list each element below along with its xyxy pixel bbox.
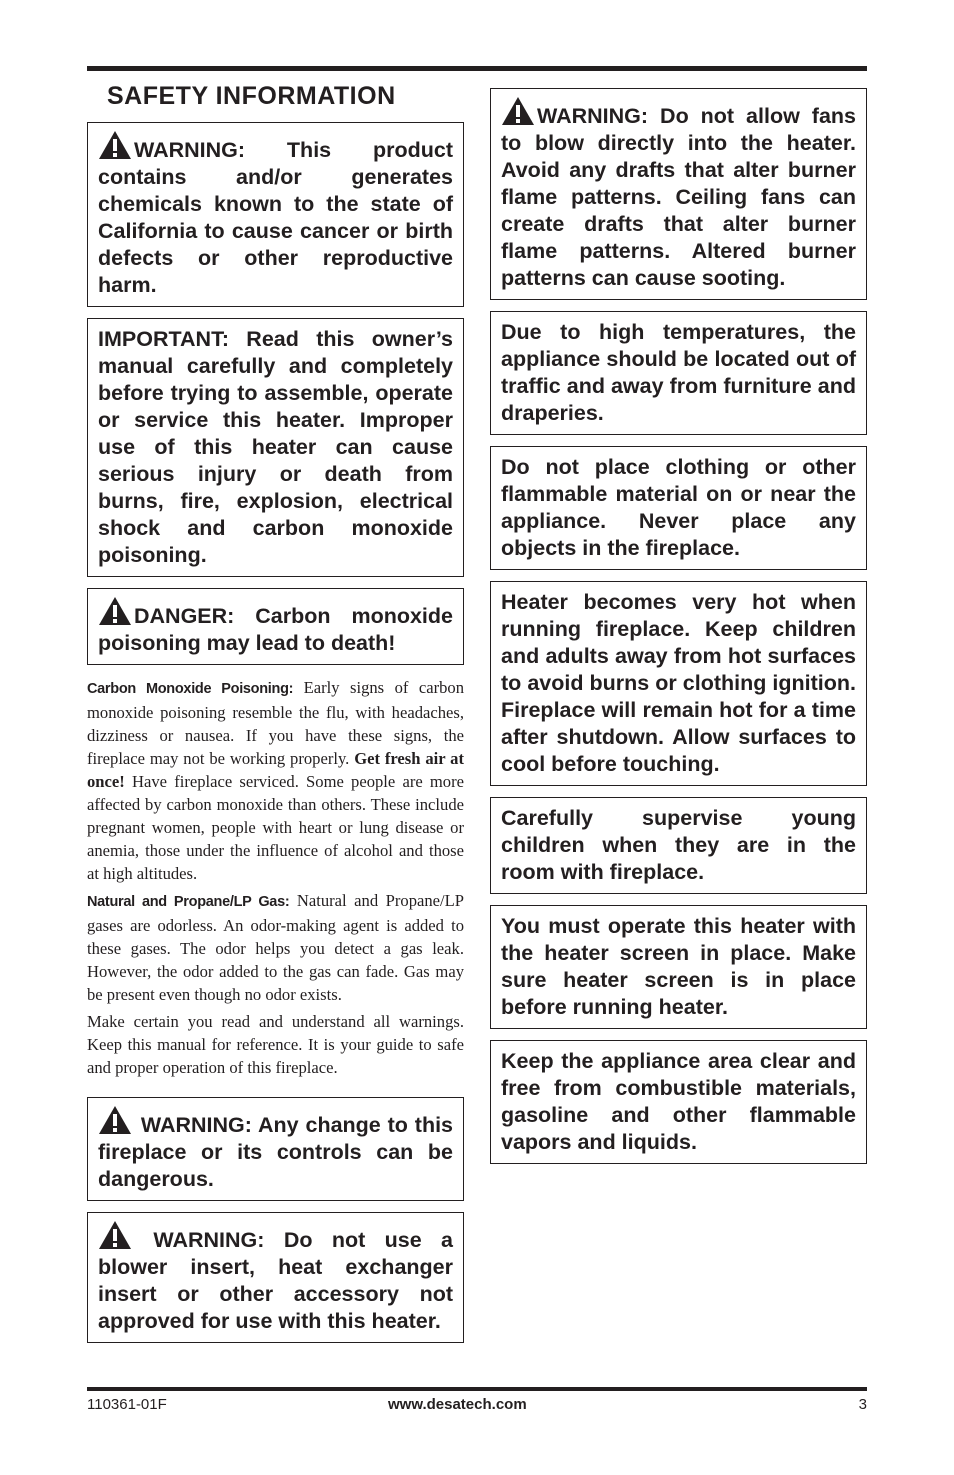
warning-label: WARNING:	[140, 1113, 252, 1137]
warning-label: WARNING:	[537, 104, 649, 128]
website-link[interactable]: www.desatech.com	[388, 1396, 527, 1413]
co-text-a: Early signs of carbon monoxide poisoning resemble the flu, with headaches, dizziness or nausea. If you have these signs, the fireplace may not be working properly.	[87, 678, 464, 768]
warning-text: Do not use a blower insert, heat exchanger insert or other accessory not approved for use with this heater.	[98, 1228, 453, 1333]
important-box	[87, 318, 464, 577]
warning-triangle-icon	[501, 96, 535, 126]
co-runin-heading: Carbon Monoxide Poisoning:	[87, 681, 294, 697]
location-box: Due to high temperatures, the appliance should be located out of traffic and away from furniture and draperies.	[490, 311, 867, 435]
warning-box-blower	[87, 1212, 464, 1343]
left-column	[87, 80, 464, 1354]
warning-label: WARNING:	[134, 138, 246, 162]
bottom-rule	[87, 1387, 867, 1391]
part-number: 110361-01F	[87, 1396, 167, 1413]
top-rule	[87, 66, 867, 71]
warning-triangle-icon	[98, 1105, 132, 1135]
important-text: IMPORTANT: Read this owner’s manual carefully and completely before trying to assemble, operate or service this heater. Improper use of this heater can cause serious injury or death from burns, fire, explosion, electrical shock and carbon monoxide poisoning.	[98, 327, 453, 567]
gas-paragraph	[87, 889, 464, 1006]
heater-screen-box: You must operate this heater with the heater screen in place. Make sure heater screen is in place before running heater.	[490, 905, 867, 1029]
co-text-b: Have fireplace serviced. Some people are more affected by carbon monoxide than others. These include pregnant women, people with heart or lung disease or anemia, those under the influence of alcohol and those at high altitudes.	[87, 772, 464, 883]
gas-text: Natural and Propane/LP gases are odorless. An odor-making agent is added to these gases. The odor helps you detect a gas leak. However, the odor added to the gas can fade. Gas may be present even though no odor exists.	[87, 891, 464, 1004]
right-column	[490, 88, 867, 1175]
warning-triangle-icon	[98, 130, 132, 160]
clothing-box: Do not place clothing or other flammable material on or near the appliance. Never place any objects in the fireplace.	[490, 446, 867, 570]
warning-box-fans	[490, 88, 867, 300]
warning-text: This product contains and/or generates chemicals known to the state of California to cause cancer or birth defects or other reproductive harm.	[98, 138, 453, 297]
supervise-children-box: Carefully supervise young children when they are in the room with fireplace.	[490, 797, 867, 894]
warning-text: Any change to this fireplace or its controls can be dangerous.	[98, 1113, 454, 1191]
danger-box	[87, 588, 464, 665]
read-warnings-paragraph: Make certain you read and understand all warnings. Keep this manual for reference. It is your guide to safe and proper operation of this fireplace.	[87, 1012, 464, 1077]
danger-text: Carbon monoxide poisoning may lead to death!	[98, 604, 453, 655]
co-poisoning-paragraph	[87, 676, 464, 885]
warning-label: WARNING:	[153, 1228, 265, 1252]
gas-runin-heading: Natural and Propane/LP Gas:	[87, 894, 290, 910]
page-number: 3	[858, 1396, 867, 1413]
section-title: SAFETY INFORMATION	[107, 82, 396, 110]
warning-box-changes	[87, 1097, 464, 1201]
danger-label: DANGER:	[134, 604, 235, 628]
warning-box-chemicals	[87, 122, 464, 307]
warning-triangle-icon	[98, 1220, 132, 1250]
clear-area-box: Keep the appliance area clear and free from combustible materials, gasoline and other flammable vapors and liquids.	[490, 1040, 867, 1164]
warning-text: Do not allow fans to blow directly into the heater. Avoid any drafts that alter burner flame patterns. Ceiling fans can create drafts that alter burner flame patterns. Altered burner patterns can cause sooting.	[501, 104, 856, 290]
warning-triangle-icon	[98, 596, 132, 626]
co-emphasis: Get fresh air at once!	[87, 749, 464, 791]
hot-surface-box: Heater becomes very hot when running fireplace. Keep children and adults away from hot surfaces to avoid burns or clothing ignition. Fireplace will remain hot for a time after shutdown. Allow surfaces to cool before touching.	[490, 581, 867, 786]
